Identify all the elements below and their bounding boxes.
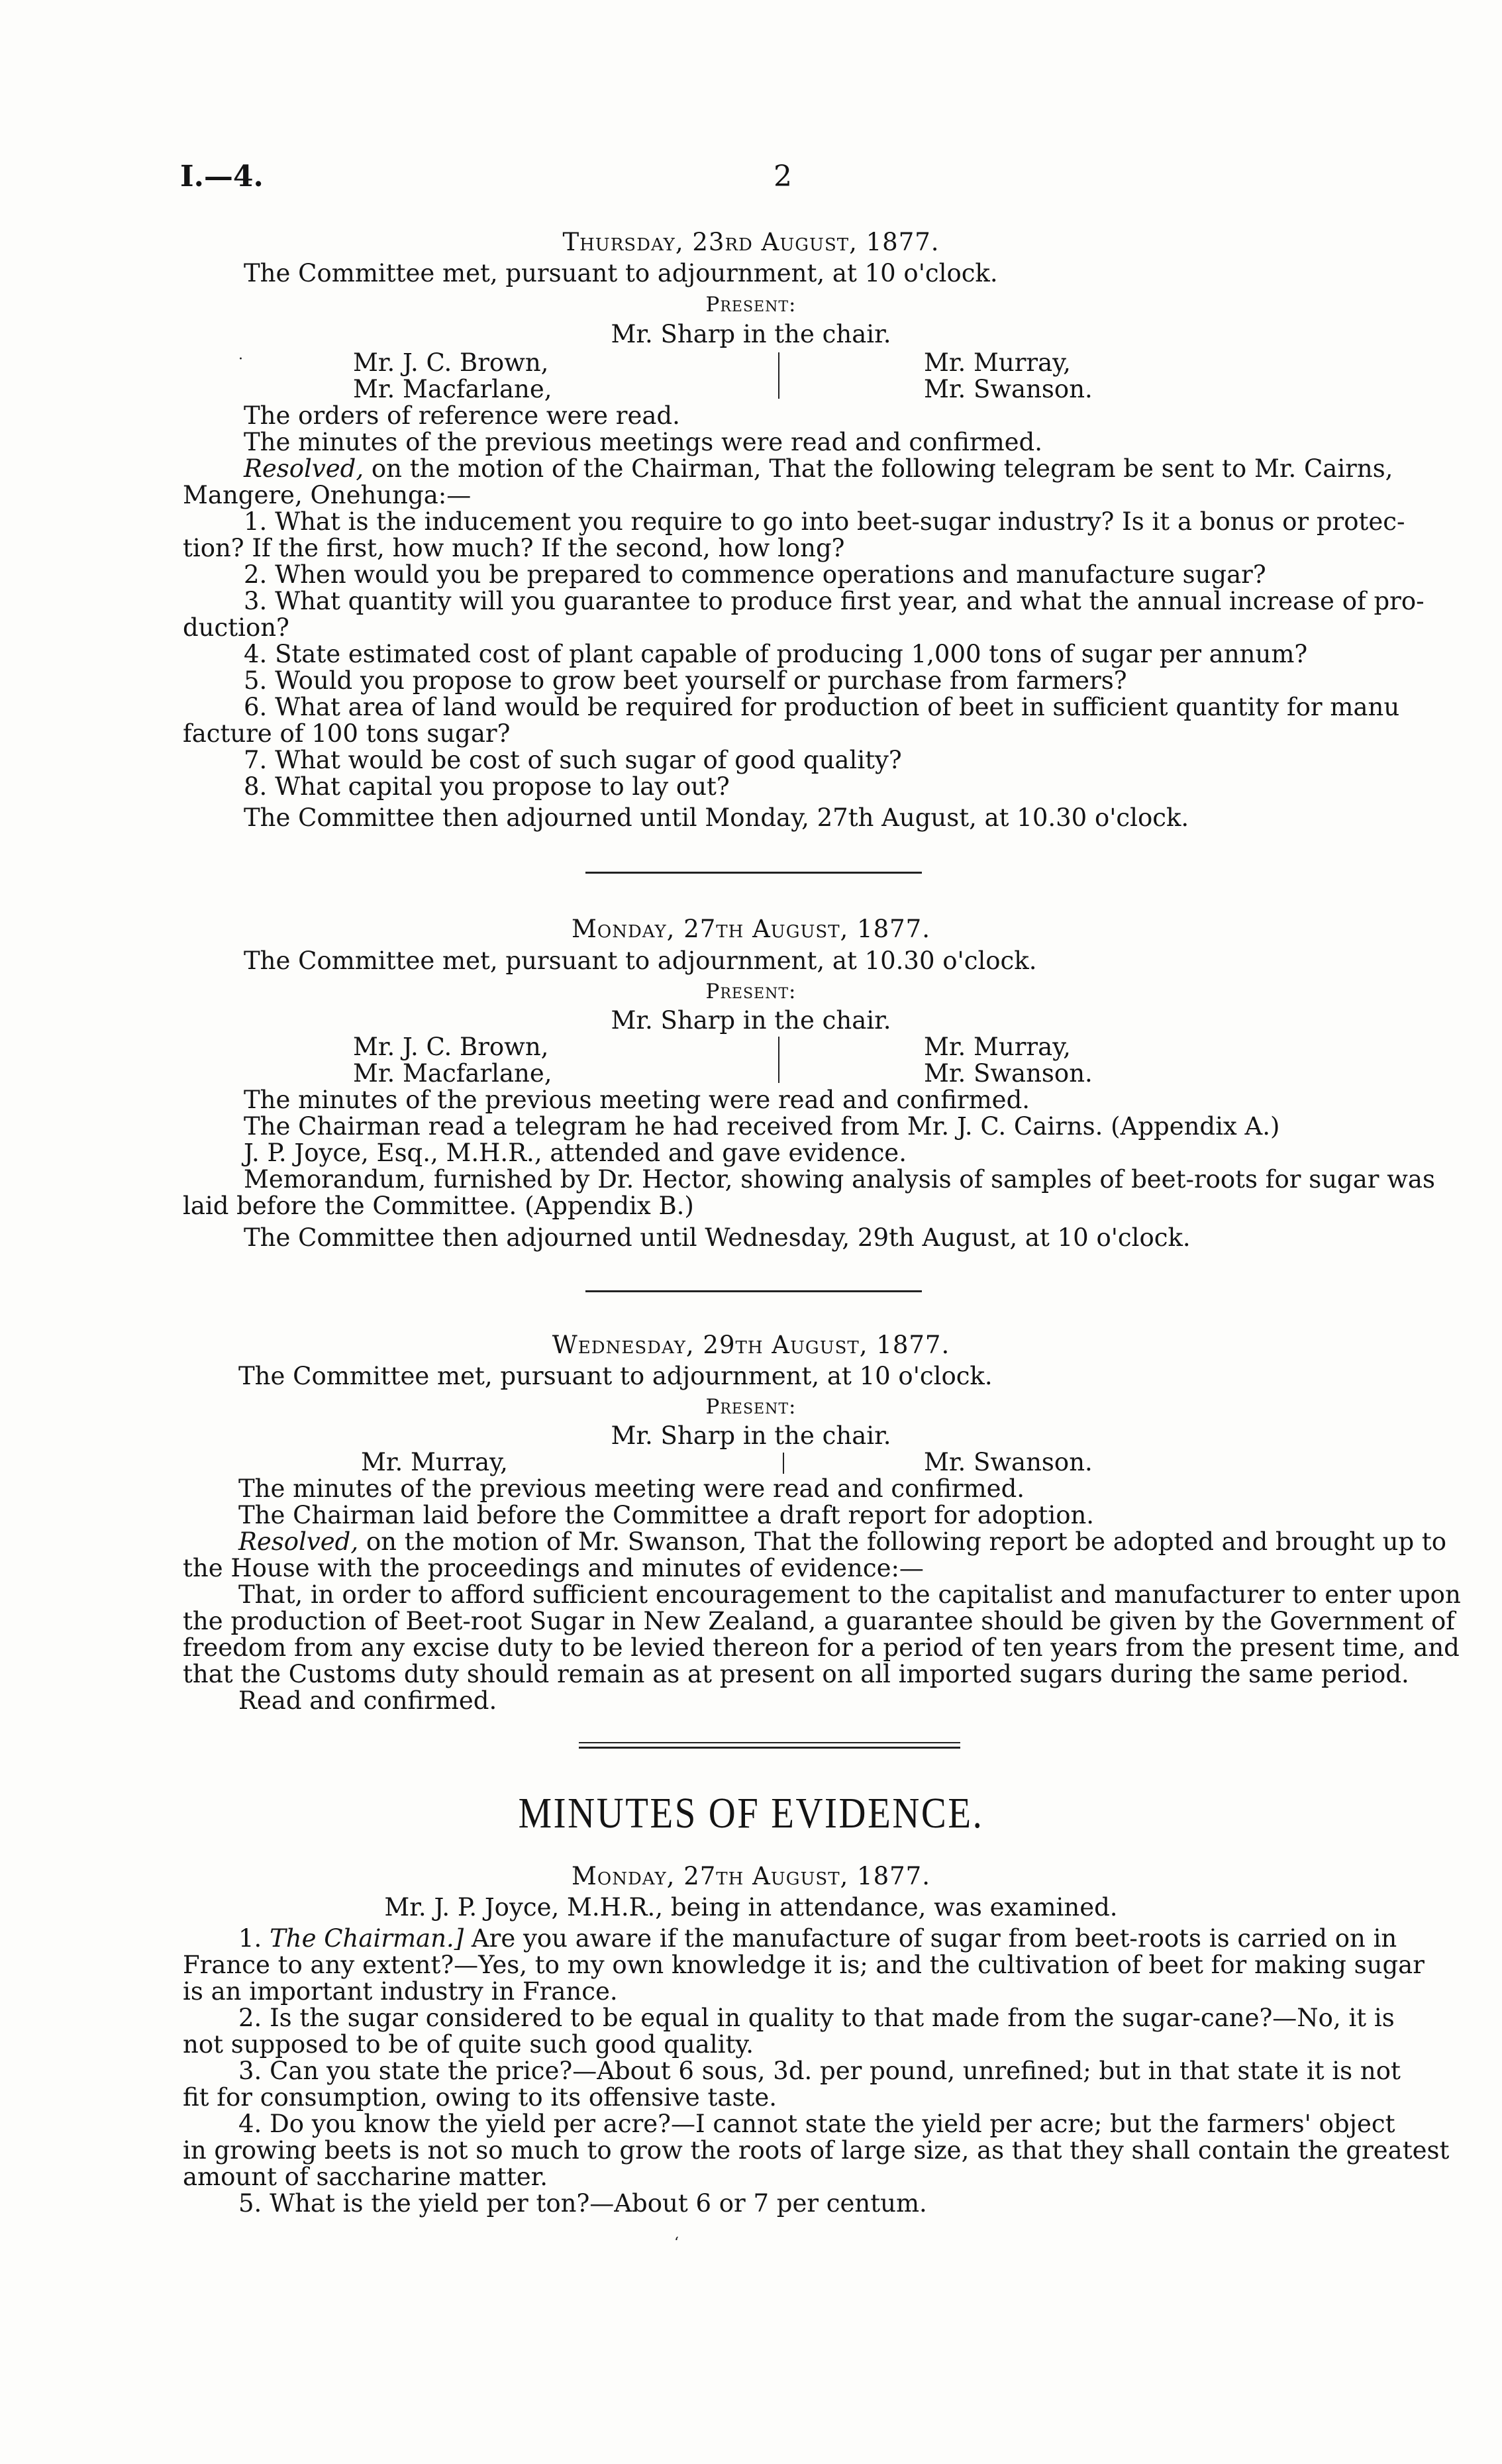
evidence-q5: 5. What is the yield per ton?—About 6 or 7 per centum. <box>238 2189 927 2218</box>
meeting2-memorandum-cont: laid before the Committee. (Appendix B.) <box>183 1192 694 1220</box>
meeting1-member-divider <box>778 352 779 399</box>
meeting1-member-left-1: Mr. J. C. Brown, <box>353 348 549 377</box>
meeting3-met: The Committee met, pursuant to adjournment, at 10 o'clock. <box>238 1362 993 1390</box>
meeting1-orders: The orders of reference were read. <box>244 401 680 430</box>
resolved-label: Resolved, <box>244 454 364 483</box>
telegram-question-5: 5. Would you propose to grow beet yourself or purchase from farmers? <box>244 666 1127 695</box>
meeting3-resolved <box>238 1527 1447 1556</box>
meeting3-date: Wednesday, 29th August, 1877. <box>552 1331 950 1359</box>
telegram-question-3-cont: duction? <box>183 613 289 642</box>
evidence-q3: 3. Can you state the price?—About 6 sous, 3d. per pound, unrefined; but in that state it is not <box>238 2057 1401 2085</box>
meeting3-draft: The Chairman laid before the Committee a draft report for adoption. <box>238 1501 1095 1529</box>
report-line-2: the production of Beet-root Sugar in New Zealand, a guarantee should be given by the Government of <box>183 1607 1455 1635</box>
meeting1-date: Thursday, 23rd August, 1877. <box>562 228 940 256</box>
meeting1-member-left-2: Mr. Macfarlane, <box>353 375 552 403</box>
stray-mark: ‘ <box>674 2235 679 2251</box>
meeting2-member-right-1: Mr. Murray, <box>924 1033 1071 1061</box>
telegram-question-6-cont: facture of 100 tons sugar? <box>183 719 511 748</box>
telegram-question-4: 4. State estimated cost of plant capable of producing 1,000 tons of sugar per annum? <box>244 640 1308 668</box>
telegram-question-6: 6. What area of land would be required for production of beet in sufficient quantity for manu <box>244 693 1400 721</box>
meeting3-member-divider <box>783 1453 784 1474</box>
meeting2-chair: Mr. Sharp in the chair. <box>611 1006 891 1035</box>
section-divider <box>585 1290 922 1292</box>
meeting3-resolved-cont: the House with the proceedings and minutes of evidence:— <box>183 1554 924 1582</box>
meeting2-member-left-1: Mr. J. C. Brown, <box>353 1033 549 1061</box>
evidence-witness: Mr. J. P. Joyce, M.H.R., being in attendance, was examined. <box>384 1893 1118 1922</box>
q1-number: 1. <box>238 1924 262 1953</box>
meeting2-telegram: The Chairman read a telegram he had received from Mr. J. C. Cairns. (Appendix A.) <box>244 1112 1280 1141</box>
evidence-q2: 2. Is the sugar considered to be equal in quality to that made from the sugar-cane?—No, it is <box>238 2004 1395 2032</box>
page-number: 2 <box>774 160 792 193</box>
meeting2-member-right-2: Mr. Swanson. <box>924 1059 1093 1088</box>
telegram-question-8: 8. What capital you propose to lay out? <box>244 772 730 801</box>
double-divider-top <box>579 1742 960 1743</box>
report-line-3: freedom from any excise duty to be levied thereon for a period of ten years from the present time, and <box>183 1633 1460 1662</box>
evidence-q1-cont-2: is an important industry in France. <box>183 1977 618 2006</box>
meeting1-resolved-cont: Mangere, Onehunga:— <box>183 481 472 509</box>
meeting2-member-divider <box>778 1037 779 1083</box>
q1-text: Are you aware if the manufacture of sugar from beet-roots is carried on in <box>471 1924 1397 1953</box>
meeting2-present-label: Present: <box>705 980 797 1003</box>
resolved-text: on the motion of the Chairman, That the following telegram be sent to Mr. Cairns, <box>371 454 1393 483</box>
evidence-q1-cont: France to any extent?—Yes, to my own knowledge it is; and the cultivation of beet for making sugar <box>183 1951 1425 1979</box>
meeting1-resolved <box>244 454 1393 483</box>
evidence-q2-cont: not supposed to be of quite such good quality. <box>183 2030 754 2059</box>
meeting3-chair: Mr. Sharp in the chair. <box>611 1421 891 1450</box>
report-line-1: That, in order to afford sufficient encouragement to the capitalist and manufacturer to enter upon <box>238 1580 1461 1609</box>
meeting3-read-confirmed: Read and confirmed. <box>238 1686 497 1715</box>
meeting2-member-left-2: Mr. Macfarlane, <box>353 1059 552 1088</box>
resolved-label: Resolved, <box>238 1527 359 1556</box>
telegram-question-1: 1. What is the inducement you require to go into beet-sugar industry? Is it a bonus or protec- <box>244 507 1405 536</box>
evidence-heading: MINUTES OF EVIDENCE. <box>518 1789 984 1837</box>
resolved-text: on the motion of Mr. Swanson, That the following report be adopted and brought up to <box>366 1527 1447 1556</box>
meeting1-member-right-1: Mr. Murray, <box>924 348 1071 377</box>
meeting2-date: Monday, 27th August, 1877. <box>572 915 930 943</box>
page-reference: I.—4. <box>180 160 264 193</box>
meeting3-member-right: Mr. Swanson. <box>924 1448 1093 1476</box>
evidence-q4-cont: in growing beets is not so much to grow the roots of large size, as that they shall contain the greatest <box>183 2136 1450 2165</box>
meeting2-minutes: The minutes of the previous meeting were read and confirmed. <box>244 1086 1030 1114</box>
double-divider-bottom <box>579 1747 960 1749</box>
meeting3-present-label: Present: <box>705 1395 797 1419</box>
section-divider <box>585 872 922 874</box>
telegram-question-3: 3. What quantity will you guarantee to produce first year, and what the annual increase of pro- <box>244 587 1425 615</box>
meeting1-chair: Mr. Sharp in the chair. <box>611 320 891 348</box>
meeting3-minutes: The minutes of the previous meeting were read and confirmed. <box>238 1474 1025 1503</box>
meeting2-adjourn: The Committee then adjourned until Wednesday, 29th August, at 10 o'clock. <box>244 1223 1191 1252</box>
meeting1-member-right-2: Mr. Swanson. <box>924 375 1093 403</box>
evidence-q4-cont-2: amount of saccharine matter. <box>183 2163 548 2191</box>
telegram-question-7: 7. What would be cost of such sugar of good quality? <box>244 746 902 774</box>
meeting2-memorandum: Memorandum, furnished by Dr. Hector, showing analysis of samples of beet-roots for sugar was <box>244 1165 1435 1194</box>
evidence-q3-cont: fit for consumption, owing to its offensive taste. <box>183 2083 777 2112</box>
meeting1-met: The Committee met, pursuant to adjournment, at 10 o'clock. <box>244 259 998 287</box>
meeting2-met: The Committee met, pursuant to adjournment, at 10.30 o'clock. <box>244 947 1037 975</box>
telegram-question-2: 2. When would you be prepared to commence operations and manufacture sugar? <box>244 560 1266 589</box>
evidence-q4: 4. Do you know the yield per acre?—I cannot state the yield per acre; but the farmers' object <box>238 2110 1395 2138</box>
evidence-date: Monday, 27th August, 1877. <box>572 1862 930 1890</box>
telegram-question-1-cont: tion? If the first, how much? If the second, how long? <box>183 534 845 562</box>
meeting1-present-label: Present: <box>705 293 797 317</box>
evidence-q1 <box>238 1924 1397 1953</box>
meeting1-minutes: The minutes of the previous meetings were read and confirmed. <box>244 428 1043 456</box>
meeting1-adjourn: The Committee then adjourned until Monday, 27th August, at 10.30 o'clock. <box>244 803 1189 832</box>
meeting3-member-left: Mr. Murray, <box>361 1448 508 1476</box>
stray-mark: · <box>238 351 243 368</box>
q1-speaker: The Chairman.] <box>270 1924 464 1953</box>
report-line-4: that the Customs duty should remain as at present on all imported sugars during the same period. <box>183 1660 1409 1688</box>
meeting2-evidence: J. P. Joyce, Esq., M.H.R., attended and gave evidence. <box>244 1139 907 1167</box>
